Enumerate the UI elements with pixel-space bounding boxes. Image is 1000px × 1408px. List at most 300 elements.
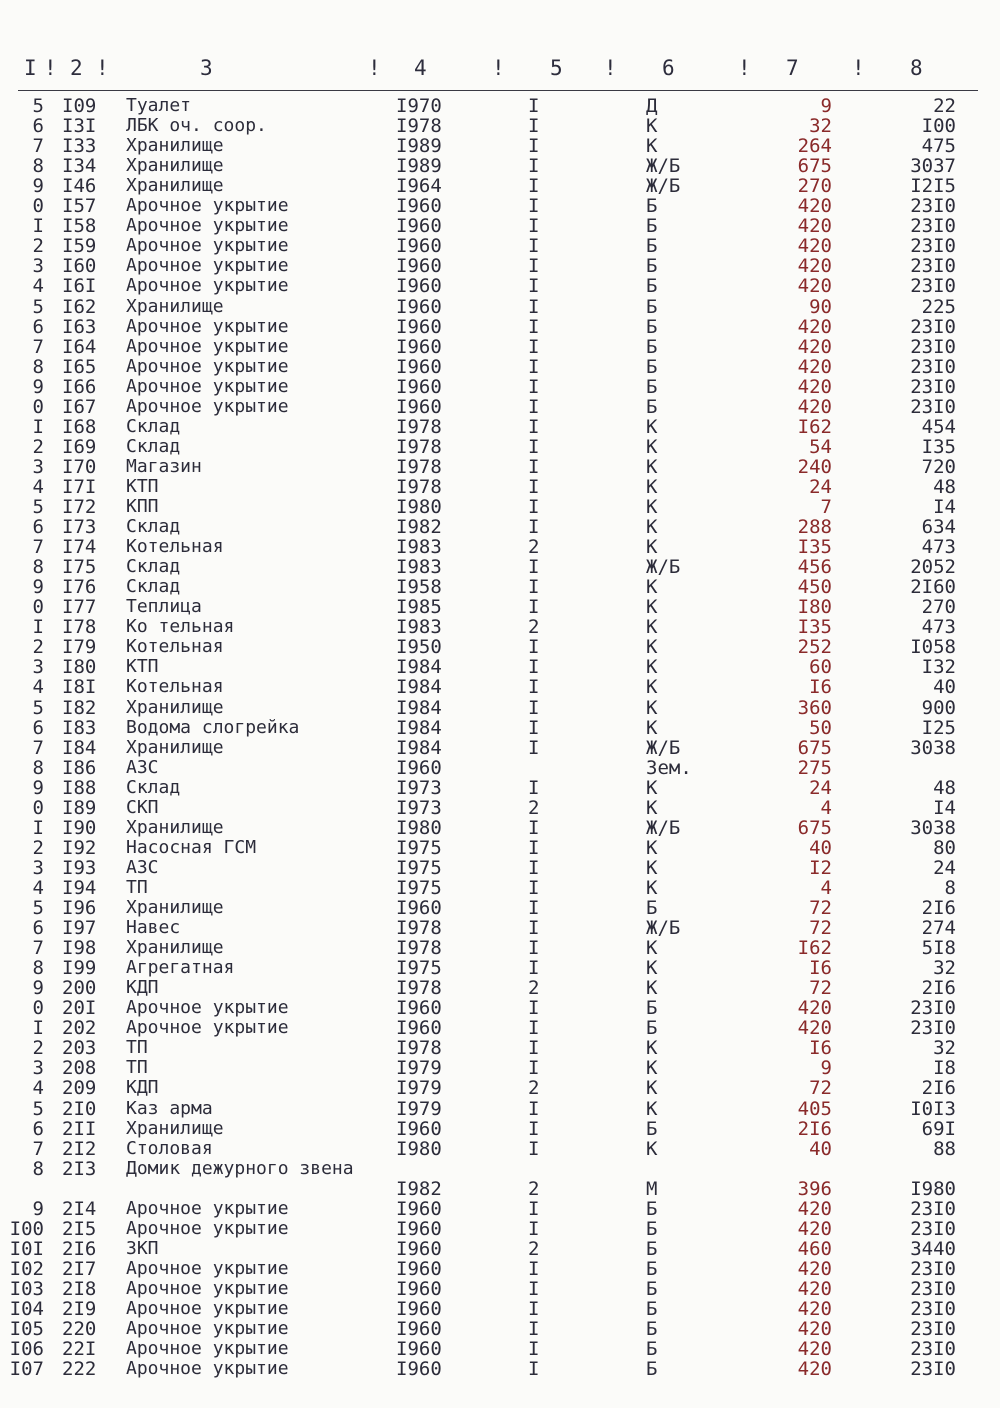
volume-value: 23I0	[910, 315, 956, 338]
object-code: I78	[62, 616, 97, 639]
area-value: 420	[797, 1277, 832, 1300]
row-number: 4	[32, 475, 44, 498]
object-name: КТП	[126, 475, 159, 497]
year-built: I960	[396, 756, 442, 779]
row-number: 5	[32, 295, 44, 318]
area-value: 675	[797, 736, 832, 759]
year-built: I960	[396, 1297, 442, 1320]
volume-value: I4	[933, 796, 956, 819]
table-row	[0, 1018, 1000, 1038]
object-code: I09	[62, 95, 97, 117]
area-value: 264	[797, 135, 832, 158]
area-value: 72	[809, 977, 832, 1000]
table-row	[0, 317, 1000, 337]
object-name: Хранилище	[126, 1117, 224, 1139]
year-built: I975	[396, 876, 442, 899]
volume-value: 48	[933, 475, 956, 498]
area-value: 72	[809, 897, 832, 919]
row-number: 7	[32, 536, 44, 559]
row-number: I	[32, 616, 44, 639]
volume-value: 23I0	[910, 1297, 956, 1320]
object-name: Арочное укрытие	[126, 1017, 289, 1039]
object-name: Склад	[126, 576, 181, 598]
volume-value: 69I	[921, 1117, 956, 1140]
row-number: I	[32, 1017, 44, 1040]
year-built: I960	[396, 1338, 442, 1360]
table-row	[0, 958, 1000, 978]
year-built: I982	[396, 1177, 442, 1200]
area-value: 420	[797, 1297, 832, 1320]
floors: I	[528, 836, 540, 859]
floors: I	[528, 295, 540, 318]
material: Ж/Б	[646, 736, 681, 759]
volume-value: I0I3	[910, 1097, 956, 1120]
material: К	[646, 115, 658, 138]
floors: I	[528, 656, 540, 679]
object-name: ТП	[126, 1057, 148, 1079]
object-name: Каз арма	[126, 1097, 213, 1119]
floors: I	[528, 275, 540, 298]
object-code: I3I	[62, 115, 97, 138]
material: К	[646, 1037, 658, 1060]
object-code: I63	[62, 315, 97, 338]
area-value: 420	[797, 1257, 832, 1280]
material: Ж/Б	[646, 175, 681, 198]
material: Б	[646, 395, 658, 418]
row-number: I0I	[9, 1237, 44, 1260]
table-row	[0, 537, 1000, 557]
floors: I	[528, 475, 540, 498]
year-built: I960	[396, 1358, 442, 1381]
row-number: 3	[32, 856, 44, 879]
floors: I	[528, 1117, 540, 1140]
table-row	[0, 978, 1000, 998]
row-number: 9	[32, 776, 44, 799]
object-name: Котельная	[126, 636, 224, 658]
table-row	[0, 276, 1000, 296]
object-code: 2I9	[62, 1297, 97, 1320]
year-built: I960	[396, 355, 442, 378]
floors: I	[528, 195, 540, 218]
year-built: I964	[396, 175, 442, 198]
row-number: I	[32, 816, 44, 839]
year-built: I960	[396, 255, 442, 278]
object-name: Котельная	[126, 676, 224, 698]
object-name: Арочное укрытие	[126, 215, 289, 237]
volume-value: 23I0	[910, 1317, 956, 1340]
volume-value: 23I0	[910, 1257, 956, 1280]
header-col-3: 3	[200, 56, 213, 80]
object-code: I66	[62, 375, 97, 398]
year-built: I960	[396, 275, 442, 298]
volume-value: I2I5	[910, 175, 956, 198]
object-code: 2I6	[62, 1237, 97, 1260]
area-value: 288	[797, 516, 832, 539]
table-row	[0, 1219, 1000, 1239]
material: К	[646, 636, 658, 659]
floors: I	[528, 95, 540, 117]
volume-value: 32	[933, 1037, 956, 1060]
table-row	[0, 357, 1000, 377]
header-rule	[18, 90, 978, 91]
year-built: I978	[396, 115, 442, 138]
volume-value: I32	[921, 656, 956, 679]
area-value: 7	[820, 496, 832, 518]
table-row	[0, 1139, 1000, 1159]
area-value: 396	[797, 1177, 832, 1200]
floors: 2	[528, 1237, 540, 1260]
material: Б	[646, 1338, 658, 1360]
table-row	[0, 437, 1000, 457]
table-row	[0, 156, 1000, 176]
material: Б	[646, 315, 658, 338]
object-name: Арочное укрытие	[126, 1257, 289, 1279]
volume-value: 23I0	[910, 335, 956, 358]
table-row	[0, 758, 1000, 778]
header-col-5: 5	[550, 56, 563, 80]
year-built: I980	[396, 816, 442, 839]
material: Ж/Б	[646, 917, 681, 940]
floors: I	[528, 816, 540, 839]
floors: I	[528, 395, 540, 418]
object-name: Хранилище	[126, 897, 224, 918]
volume-value: 23I0	[910, 215, 956, 238]
table-row	[0, 1279, 1000, 1299]
material: Б	[646, 195, 658, 218]
floors: I	[528, 1137, 540, 1160]
object-code: I94	[62, 876, 97, 899]
floors: I	[528, 215, 540, 238]
volume-value: 23I0	[910, 275, 956, 298]
row-number: I05	[9, 1317, 44, 1340]
table-row	[0, 838, 1000, 858]
year-built: I960	[396, 1217, 442, 1240]
object-name: Хранилище	[126, 295, 224, 317]
floors: I	[528, 415, 540, 438]
object-code: I74	[62, 536, 97, 559]
volume-value: 23I0	[910, 195, 956, 218]
volume-value: 23I0	[910, 255, 956, 278]
material: Б	[646, 1317, 658, 1340]
year-built: I984	[396, 736, 442, 759]
year-built: I960	[396, 295, 442, 318]
object-name: ЗКП	[126, 1237, 159, 1259]
table-row	[0, 998, 1000, 1018]
year-built: I979	[396, 1077, 442, 1100]
material: К	[646, 776, 658, 799]
floors: I	[528, 897, 540, 919]
table-row	[0, 1319, 1000, 1339]
volume-value: 5I8	[921, 937, 956, 960]
object-code: I97	[62, 917, 97, 940]
area-value: 40	[809, 1137, 832, 1160]
object-code: I96	[62, 897, 97, 919]
material: Б	[646, 1237, 658, 1260]
year-built: I960	[396, 1257, 442, 1280]
volume-value: 23I0	[910, 235, 956, 258]
object-name: Арочное укрытие	[126, 235, 289, 257]
volume-value: 23I0	[910, 1277, 956, 1300]
floors: I	[528, 997, 540, 1020]
table-row	[0, 116, 1000, 136]
material: К	[646, 796, 658, 819]
floors: 2	[528, 616, 540, 639]
row-number: 8	[32, 556, 44, 579]
floors: I	[528, 1057, 540, 1080]
volume-value: 475	[921, 135, 956, 158]
area-value: 420	[797, 275, 832, 298]
volume-value: 23I0	[910, 375, 956, 398]
volume-value: 40	[933, 676, 956, 699]
year-built: I960	[396, 335, 442, 358]
material: Б	[646, 255, 658, 278]
area-value: 275	[797, 756, 832, 779]
row-number: 5	[32, 1097, 44, 1120]
object-code: I6I	[62, 275, 97, 298]
object-code: I64	[62, 335, 97, 358]
object-code: I70	[62, 455, 97, 478]
material: К	[646, 876, 658, 899]
object-name: Склад	[126, 556, 181, 578]
table-header	[0, 56, 1000, 90]
material: К	[646, 596, 658, 619]
table-row	[0, 938, 1000, 958]
table-row	[0, 96, 1000, 116]
floors: I	[528, 355, 540, 378]
object-code: I33	[62, 135, 97, 158]
object-name: КДП	[126, 977, 159, 999]
row-number: I06	[9, 1338, 44, 1360]
area-value: 675	[797, 816, 832, 839]
volume-value: 8	[944, 876, 956, 899]
row-number: I03	[9, 1277, 44, 1300]
floors: I	[528, 1097, 540, 1120]
material: Б	[646, 1358, 658, 1381]
table-row	[0, 798, 1000, 818]
table-row	[0, 1058, 1000, 1078]
volume-value: 2I6	[921, 1077, 956, 1100]
area-value: I6	[809, 1037, 832, 1060]
table-row	[0, 1239, 1000, 1259]
floors: I	[528, 1017, 540, 1040]
header-sep: !	[492, 56, 505, 80]
table-row	[0, 858, 1000, 878]
year-built: I960	[396, 315, 442, 338]
volume-value: 23I0	[910, 1197, 956, 1220]
volume-value: 2I60	[910, 576, 956, 599]
volume-value: 23I0	[910, 395, 956, 418]
area-value: 420	[797, 315, 832, 338]
floors: I	[528, 1338, 540, 1360]
table-row	[0, 136, 1000, 156]
area-value: 420	[797, 1217, 832, 1240]
floors: I	[528, 235, 540, 258]
object-name: ТП	[126, 876, 148, 898]
header-col-6: 6	[662, 56, 675, 80]
row-number: 6	[32, 1117, 44, 1140]
year-built: I984	[396, 716, 442, 739]
floors: 2	[528, 977, 540, 1000]
object-name: КТП	[126, 656, 159, 678]
object-name: ЛБК оч. соор.	[126, 115, 267, 137]
year-built: I983	[396, 556, 442, 579]
volume-value: I058	[910, 636, 956, 659]
table-row	[0, 557, 1000, 577]
object-code: 2I7	[62, 1257, 97, 1280]
row-number: 6	[32, 917, 44, 940]
object-name: Арочное укрытие	[126, 1197, 289, 1219]
area-value: 252	[797, 636, 832, 659]
volume-value: 24	[933, 856, 956, 879]
table-row	[0, 377, 1000, 397]
floors: I	[528, 1197, 540, 1220]
table-row	[0, 256, 1000, 276]
object-name: Хранилище	[126, 736, 224, 758]
area-value: 60	[809, 656, 832, 679]
area-value: 72	[809, 917, 832, 940]
material: Б	[646, 897, 658, 919]
floors: I	[528, 957, 540, 980]
year-built: I960	[396, 395, 442, 418]
object-name: АЗС	[126, 856, 159, 878]
volume-value: 473	[921, 536, 956, 559]
volume-value: 2I6	[921, 897, 956, 919]
material: К	[646, 957, 658, 980]
year-built: I960	[396, 997, 442, 1020]
row-number: 2	[32, 435, 44, 458]
material: Зем.	[646, 756, 692, 779]
table-row	[0, 417, 1000, 437]
table-row	[0, 597, 1000, 617]
object-name: Арочное укрытие	[126, 355, 289, 377]
header-col-7: 7	[786, 56, 799, 80]
table-row	[0, 397, 1000, 417]
year-built: I960	[396, 1317, 442, 1340]
row-number: 7	[32, 135, 44, 158]
table-row	[0, 918, 1000, 938]
floors: 2	[528, 796, 540, 819]
area-value: 90	[809, 295, 832, 318]
area-value: 420	[797, 1317, 832, 1340]
object-code: I76	[62, 576, 97, 599]
material: К	[646, 1077, 658, 1100]
table-row	[0, 176, 1000, 196]
table-row	[0, 637, 1000, 657]
area-value: I6	[809, 676, 832, 699]
table-row	[0, 337, 1000, 357]
area-value: 420	[797, 997, 832, 1020]
area-value: 9	[820, 1057, 832, 1080]
object-code: I79	[62, 636, 97, 659]
material: К	[646, 676, 658, 699]
material: К	[646, 836, 658, 859]
volume-value: 23I0	[910, 1217, 956, 1240]
floors: I	[528, 1297, 540, 1320]
material: К	[646, 516, 658, 539]
floors: I	[528, 596, 540, 619]
object-name: Хранилище	[126, 175, 224, 197]
volume-value: 900	[921, 696, 956, 719]
year-built: I979	[396, 1057, 442, 1080]
object-code: 2I5	[62, 1217, 97, 1240]
object-name: Арочное укрытие	[126, 375, 289, 397]
area-value: I80	[797, 596, 832, 619]
material: К	[646, 937, 658, 960]
header-sep: !	[96, 56, 109, 80]
volume-value: 22	[933, 95, 956, 117]
material: К	[646, 1097, 658, 1120]
area-value: 675	[797, 155, 832, 178]
row-number: 2	[32, 636, 44, 659]
year-built: I978	[396, 475, 442, 498]
area-value: I35	[797, 536, 832, 559]
table-row	[0, 1199, 1000, 1219]
floors: I	[528, 676, 540, 699]
row-number: 0	[32, 195, 44, 218]
material: К	[646, 135, 658, 158]
year-built: I960	[396, 195, 442, 218]
table-row	[0, 1099, 1000, 1119]
area-value: 420	[797, 395, 832, 418]
table-row	[0, 1359, 1000, 1379]
material: К	[646, 1057, 658, 1080]
row-number: 3	[32, 656, 44, 679]
floors: 2	[528, 536, 540, 559]
object-code: I59	[62, 235, 97, 258]
volume-value: 3037	[910, 155, 956, 178]
object-code: I68	[62, 415, 97, 438]
object-name: Арочное укрытие	[126, 1358, 289, 1380]
row-number: 7	[32, 1137, 44, 1160]
area-value: 2I6	[797, 1117, 832, 1140]
volume-value: 2052	[910, 556, 956, 579]
row-number: 6	[32, 115, 44, 138]
area-value: I35	[797, 616, 832, 639]
area-value: 405	[797, 1097, 832, 1120]
row-number: 6	[32, 716, 44, 739]
area-value: 420	[797, 1017, 832, 1040]
year-built: I978	[396, 455, 442, 478]
area-value: 420	[797, 1197, 832, 1220]
table-row	[0, 577, 1000, 597]
table-row	[0, 297, 1000, 317]
material: Б	[646, 1297, 658, 1320]
area-value: 9	[820, 95, 832, 117]
row-number: 5	[32, 897, 44, 919]
table-row	[0, 898, 1000, 918]
year-built: I979	[396, 1097, 442, 1120]
volume-value: 48	[933, 776, 956, 799]
row-number: I02	[9, 1257, 44, 1280]
year-built: I978	[396, 415, 442, 438]
header-col-8: 8	[910, 56, 923, 80]
table-row	[0, 236, 1000, 256]
material: Ж/Б	[646, 556, 681, 579]
table-row	[0, 778, 1000, 798]
row-number: 8	[32, 1157, 44, 1180]
row-number: 0	[32, 997, 44, 1020]
area-value: 420	[797, 235, 832, 258]
area-value: 460	[797, 1237, 832, 1260]
object-name: Арочное укрытие	[126, 1277, 289, 1299]
table-row	[0, 1119, 1000, 1139]
header-col-2: 2	[70, 56, 83, 80]
volume-value: 634	[921, 516, 956, 539]
object-name: Насосная ГСМ	[126, 836, 257, 858]
volume-value: 274	[921, 917, 956, 940]
table-row	[0, 657, 1000, 677]
object-name: Хранилище	[126, 937, 224, 959]
